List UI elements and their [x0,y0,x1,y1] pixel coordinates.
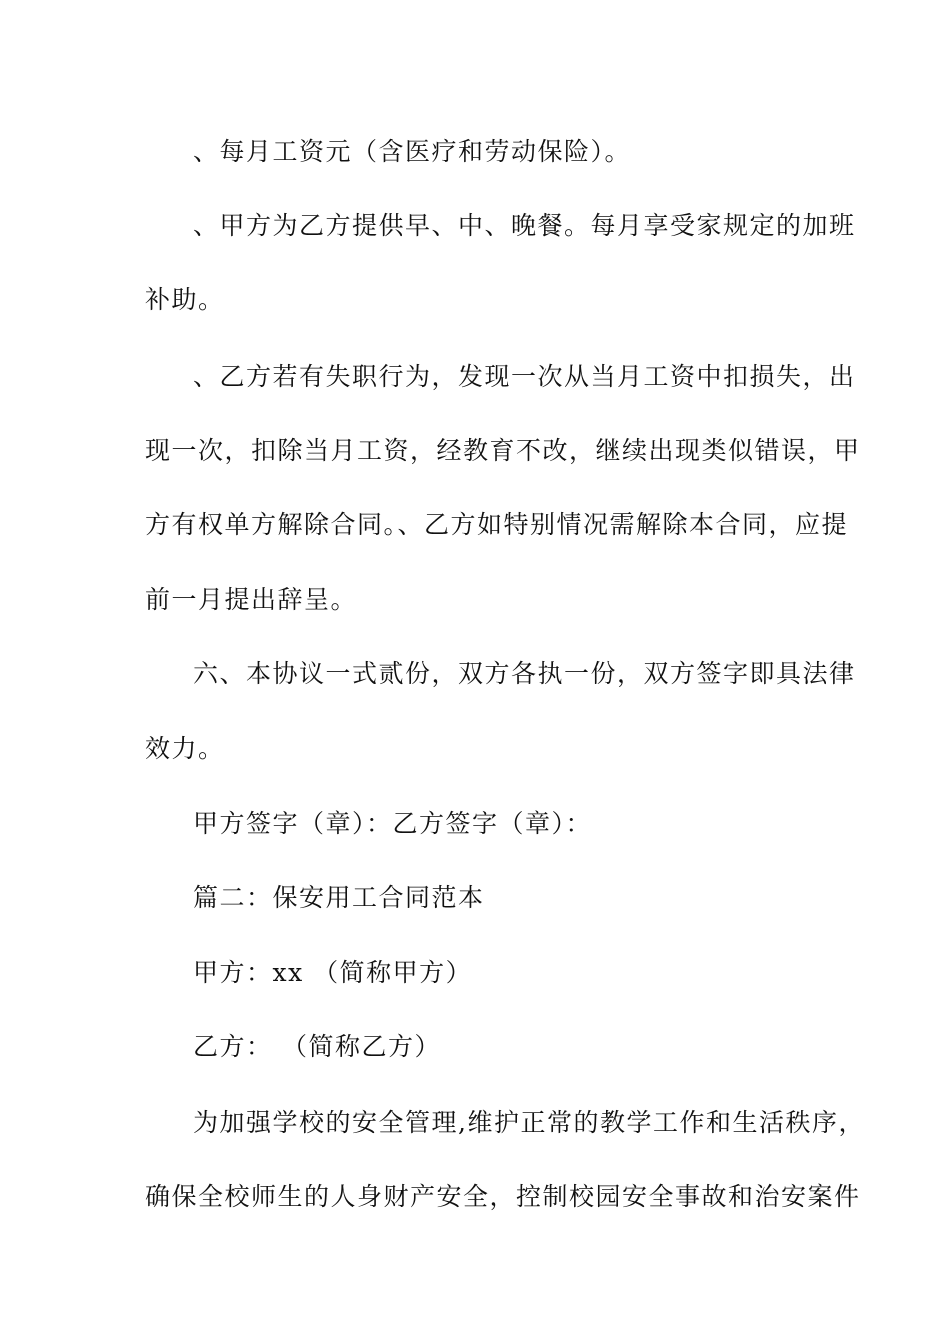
paragraph-copies-line2: 效力。 [145,734,225,763]
paragraph-misconduct-line3: 方有权单方解除合同。、乙方如特别情况需解除本合同，应提 [145,510,849,539]
paragraph-meals-line1: 、甲方为乙方提供早、中、晚餐。每月享受家规定的加班 [193,211,856,240]
paragraph-misconduct-line1: 、乙方若有失职行为，发现一次从当月工资中扣损失，出 [193,362,856,391]
signature-line: 甲方签字（章）：乙方签字（章）： [193,809,593,838]
section-heading: 篇二：保安用工合同范本 [193,883,485,912]
paragraph-purpose-line1: 为加强学校的安全管理,维护正常的教学工作和生活秩序， [193,1108,865,1137]
paragraph-misconduct-line4: 前一月提出辞呈。 [145,585,358,614]
paragraph-misconduct-line2: 现一次，扣除当月工资，经教育不改，继续出现类似错误，甲 [145,436,861,465]
paragraph-meals-line2: 补助。 [145,285,225,314]
paragraph-salary: 、每月工资元（含医疗和劳动保险）。 [193,137,632,166]
party-b-line: 乙方： （简称乙方） [193,1032,441,1061]
paragraph-copies-line1: 六、本协议一式贰份，双方各执一份，双方签字即具法律 [193,659,856,688]
paragraph-purpose-line2: 确保全校师生的人身财产安全，控制校园安全事故和治安案件 [145,1182,861,1211]
party-a-line: 甲方：xx （简称甲方） [193,958,473,987]
